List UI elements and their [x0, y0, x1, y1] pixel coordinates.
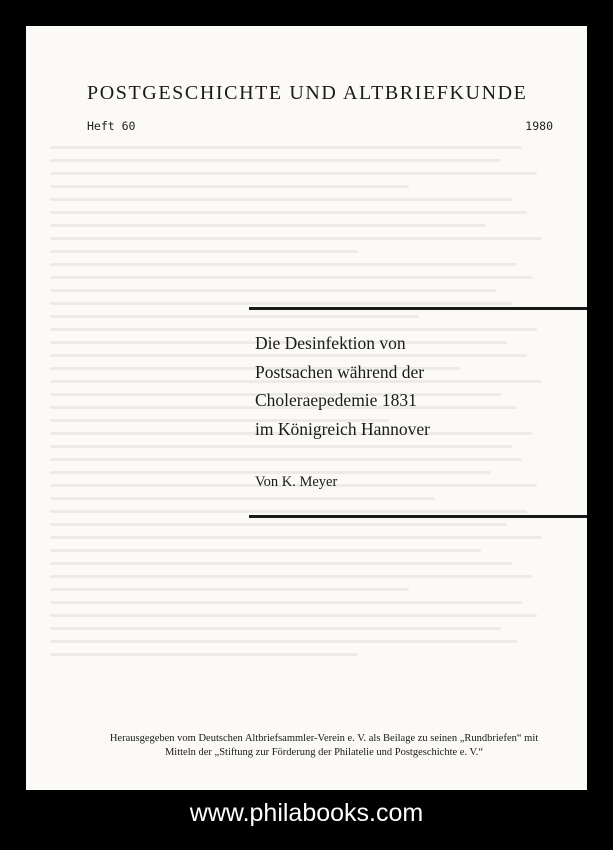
title-bottom-rule: [249, 515, 587, 518]
article-author: Von K. Meyer: [255, 474, 338, 490]
journal-title: POSTGESCHICHTE UND ALTBRIEFKUNDE: [87, 82, 528, 104]
article-title-line: Postsachen während der: [255, 361, 425, 382]
publisher-note-line: Mitteln der „Stiftung zur Förderung der Philatelie und Postgeschichte e. V.“: [164, 746, 484, 758]
publisher-note-line: Herausgegeben vom Deutschen Altbriefsammler-Verein e. V. als Beilage zu seinen „Rundbriefen“ mit: [109, 733, 539, 744]
article-title-line: Choleraepedemie 1831: [255, 390, 417, 410]
article-title-line: Die Desinfektion von: [255, 333, 406, 353]
issue-number: Heft 60: [87, 119, 136, 133]
article-title-line: im Königreich Hannover: [255, 418, 430, 439]
watermark: www.philabooks.com: [189, 799, 424, 827]
publication-year: 1980: [525, 119, 553, 133]
publisher-note: [74, 732, 574, 759]
article-title: [255, 329, 575, 443]
document-page: [26, 26, 587, 790]
title-top-rule: [249, 307, 587, 310]
